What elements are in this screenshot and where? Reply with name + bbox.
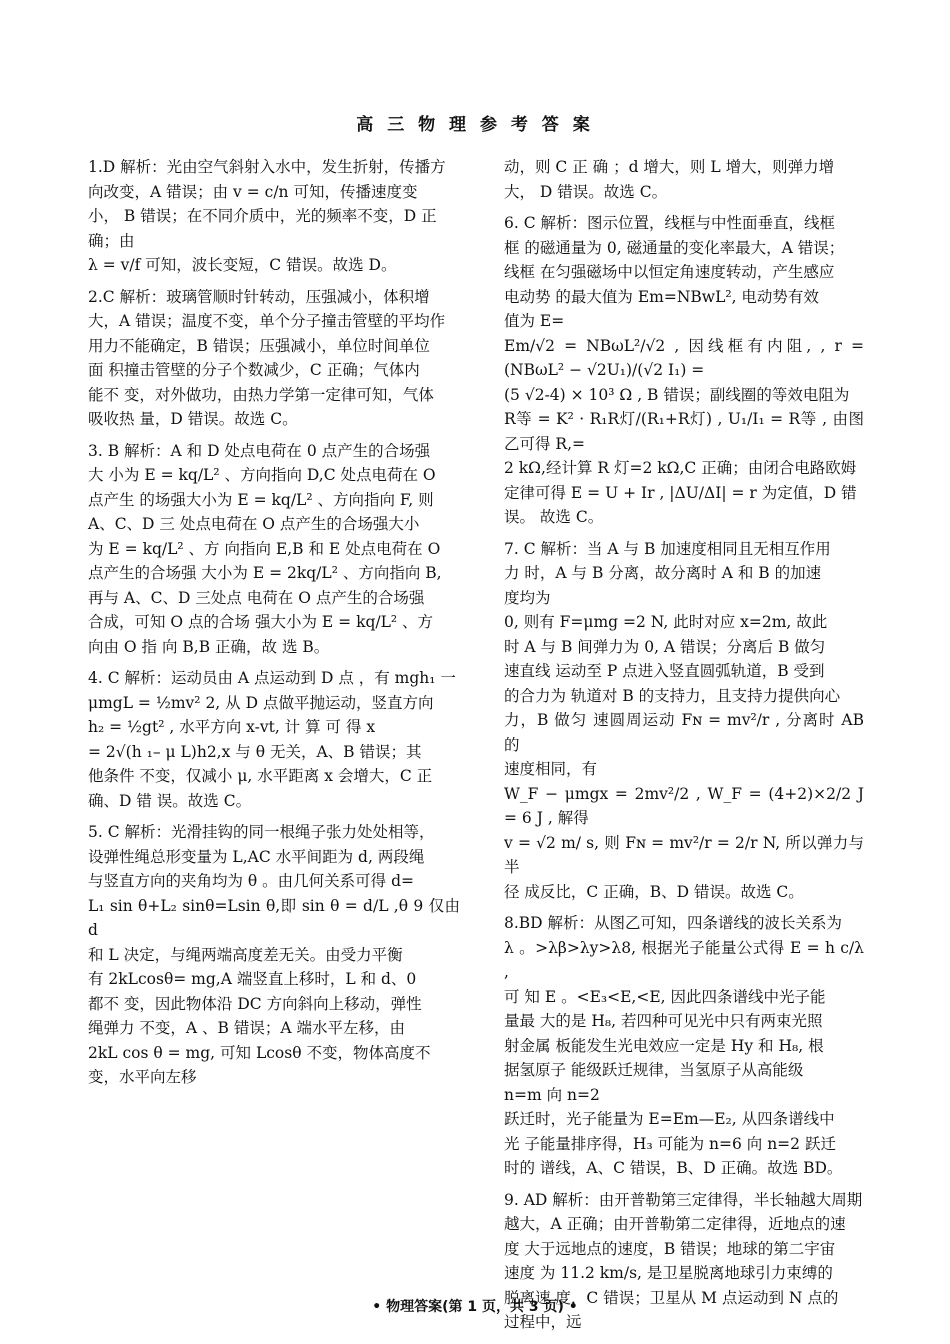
answer-line: 确、D 错 误。故选 C。 [88,791,252,810]
page-footer: • 物理答案(第 1 页，共 3 页) • [372,1299,578,1315]
answer-line: n=m 向 n=2 [504,1085,600,1104]
answer-item [504,211,864,530]
answer-line: 用力不能确定，B 错误；压强减小，单位时间单位 [88,336,430,355]
answer-line: 过程中，远 [504,1313,582,1331]
answer-line: 小， B 错误；在不同介质中，光的频率不变，D 正 [88,207,437,225]
right-column [504,155,864,1342]
answer-line: 2 kΩ,经计算 R 灯=2 kΩ,C 正确；由闭合电路欧姆 [504,459,857,477]
answer-line: 有 2kLcosθ= mg,A 端竖直上移时，L 和 d、0 [88,970,417,988]
answer-line: 力 时，A 与 B 分离，故分离时 A 和 B 的加速 [504,564,822,582]
answer-line: 变，水平向左移 [88,1068,197,1086]
answer-line: 4. C 解析：运动员由 A 点运动到 D 点 ，有 mgh₁ 一 [88,669,456,687]
answer-line: 量最 大的是 H₈, 若四种可见光中只有两束光照 [504,1012,823,1030]
answer-line: 3. B 解析：A 和 D 处点电荷在 0 点产生的合场强 [88,441,431,460]
answer-line: 脱离速 度，C 错误；卫星从 M 点运动到 N 点的 [504,1288,839,1307]
answer-line: (5 √2-4) × 10³ Ω , B 错误；副线圈的等效电阻为 [504,385,850,404]
answer-line: 大，A 错误；温度不变，单个分子撞击管壁的平均作 [88,312,446,330]
answer-line: 7. C 解析：当 A 与 B 加速度相同且无相互作用 [504,539,831,558]
answer-line: 据氢原子 能级跃迁规律，当氢原子从高能级 [504,1061,804,1079]
answer-line: 合成，可知 O 点的合场 强大小为 E = kq/L² 、方 [88,613,434,631]
answer-line: 吸收热 量，D 错误。故选 C。 [88,410,298,428]
answer-line: W_F − μmgx = 2mv²/2 , W_F = (4+2)×2/2 J = 6 J , 解得 [504,784,864,827]
answer-line: 时的 谱线，A、C 错误，B、D 正确。故选 BD。 [504,1159,843,1177]
answer-line: 0, 则有 F=μmg =2 N, 此时对应 x=2m, 故此 [504,613,828,631]
answer-line: 跃迁时，光子能量为 E=Em—E₂, 从四条谱线中 [504,1110,835,1128]
answer-line: 2.C 解析：玻璃管顺时针转动，压强减小，体积增 [88,287,430,306]
answer-line: 射金属 板能发生光电效应一定是 Hy 和 H₈, 根 [504,1036,824,1055]
answer-line: 可 知 E 。<E₃<E,<E, 因此四条谱线中光子能 [504,987,826,1006]
answer-item [504,537,864,905]
answer-line: L₁ sin θ+L₂ sinθ=Lsin θ,即 sin θ = d/L ,θ 9 仅由 d [88,896,460,939]
left-column [88,155,460,1097]
answer-line: 速度 为 11.2 km/s, 是卫星脱离地球引力束缚的 [504,1264,833,1282]
answer-line: R等 = K² · R₁R灯/(R₁+R灯) , U₁/I₁ = R等 , 由图乙可得 R,= [504,410,864,453]
answer-line: 向改变，A 错误；由 v = c/n 可知，传播速度变 [88,182,418,201]
answer-line: 点产生的合场强 大小为 E = 2kq/L² 、方向指向 B, [88,564,442,582]
answer-line: 与竖直方向的夹角均为 θ 。由几何关系可得 d= [88,872,415,890]
answer-line: 都不 变，因此物体沿 DC 方向斜向上移动，弹性 [88,994,422,1013]
answer-line: 点产生 的场强大小为 E = kq/L² 、方向指向 F, 则 [88,490,434,509]
answer-item [88,285,460,432]
answer-line: 9. AD 解析：由开普勒第三定律得，半长轴越大周期 [504,1190,863,1209]
answer-line: 电动势 的最大值为 Em=NBwL², 电动势有效 [504,287,819,306]
answer-line: 度 大于远地点的速度，B 错误；地球的第二宇宙 [504,1239,836,1258]
answer-line: 设弹性绳总形变量为 L,AC 水平间距为 d, 两段绳 [88,847,425,866]
answer-line: 定律可得 E = U + Ir , |ΔU/ΔI| = r 为定值，D 错 [504,483,857,502]
answer-line: 误。 故选 C。 [504,508,604,526]
answer-line: 能不 变，对外做功，由热力学第一定律可知，气体 [88,385,434,404]
answer-line: 线框 在匀强磁场中以恒定角速度转动，产生感应 [504,263,835,281]
answer-line: μmgL = ½mv² 2, 从 D 点做平抛运动，竖直方向 [88,693,434,712]
answer-line: λ 。>λβ>λy>λ8, 根据光子能量公式得 E = h c/λ , [504,938,864,981]
answer-line: 确；由 [88,231,135,250]
answer-line: 越大，A 正确；由开普勒第二定律得，近地点的速 [504,1215,846,1233]
answer-line: 他条件 不变，仅减小 μ, 水平距离 x 会增大，C 正 [88,767,433,785]
answer-item [88,666,460,813]
answer-line: 为 E = kq/L² 、方 向指向 E,B 和 E 处点电荷在 O [88,539,441,558]
answer-line: Em/√2 = NBωL²/√2 , 因线框有内阻, , r = (NBωL² − √2U₁)/(√2 I₁) = [504,336,864,379]
answer-line: 面 积撞击管壁的分子个数减少，C 正确；气体内 [88,361,420,379]
answer-line: 向由 O 指 向 B,B 正确，故 选 B。 [88,637,330,656]
answer-line: 大， D 错误。故选 C。 [504,182,668,201]
answer-line: h₂ = ½gt² , 水平方向 x-vt, 计 算 可 得 x [88,718,376,736]
answer-line: 时 A 与 B 间弹力为 0, A 错误；分离后 B 做匀 [504,637,826,656]
answer-item [88,439,460,660]
answer-line: 速度相同，有 [504,760,598,778]
answer-line: λ = v/f 可知，波长变短，C 错误。故选 D。 [88,256,397,274]
answer-line: 速直线 运动至 P 点进入竖直圆弧轨道，B 受到 [504,662,825,680]
answer-line: 1.D 解析：光由空气斜射入水中，发生折射，传播方 [88,158,446,176]
answer-line: 的合力为 轨道对 B 的支持力，且支持力提供向心 [504,686,841,705]
answer-line: 再与 A、C、D 三处点 电荷在 O 点产生的合场强 [88,588,425,607]
answer-line: 值为 E= [504,312,565,330]
answer-line: A、C、D 三 处点电荷在 O 点产生的合场强大小 [88,515,420,533]
answer-line: v = √2 m/ s, 则 Fɴ = mv²/r = 2/r N, 所以弹力与半 [504,833,864,876]
answer-line: = 2√(h ₁– μ L)h2,x 与 θ 无关，A、B 错误；其 [88,742,422,761]
answer-line: 大 小为 E = kq/L² 、方向指向 D,C 处点电荷在 O [88,466,436,484]
answer-item [88,155,460,278]
answer-line: 动，则 C 正 确 ；d 增大，则 L 增大，则弹力增 [504,158,835,176]
answer-line: 和 L 决定，与绳两端高度差无关。由受力平衡 [88,945,403,964]
page-title: 高 三 物 理 参 考 答 案 [356,115,594,135]
answer-line: 径 成反比，C 正确，B、D 错误。故选 C。 [504,882,804,901]
answer-line: 度均为 [504,588,551,607]
answer-item [88,820,460,1090]
answer-line: 2kL cos θ = mg, 可知 Lcosθ 不变，物体高度不 [88,1043,431,1062]
answer-line: 6. C 解析：图示位置，线框与中性面垂直，线框 [504,214,836,232]
answer-line: 绳弹力 不变，A 、B 错误；A 端水平左移，由 [88,1019,405,1037]
answer-line: 8.BD 解析：从图乙可知，四条谱线的波长关系为 [504,914,843,932]
answer-item [504,155,864,204]
answer-line: 光 子能量排序得，H₃ 可能为 n=6 向 n=2 跃迁 [504,1134,836,1153]
answer-item [504,911,864,1181]
answer-line: 5. C 解析：光滑挂钩的同一根绳子张力处处相等， [88,823,435,841]
answer-line: 力，B 做匀 速圆周运动 Fɴ = mv²/r , 分离时 AB 的 [504,711,864,754]
answer-line: 框 的磁通量为 0, 磁通量的变化率最大，A 错误； [504,238,845,257]
